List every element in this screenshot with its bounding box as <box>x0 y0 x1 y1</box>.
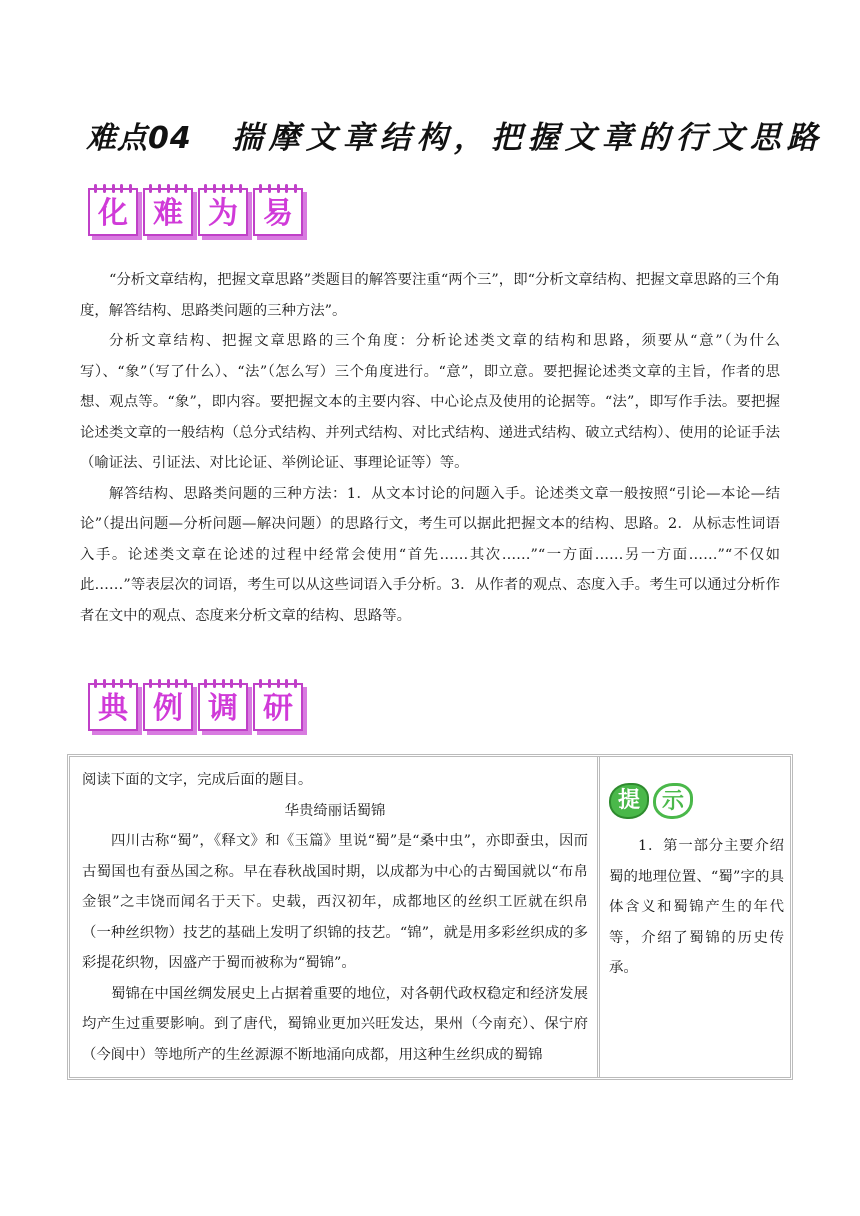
intro-paragraph: “分析文章结构，把握文章思路”类题目的解答要注重“两个三”，即“分析文章结构、把握文章思路的三个角度，解答结构、思路类问题的三种方法”。 <box>80 272 780 319</box>
tip-leaf-icon: 提 <box>609 783 649 819</box>
example-instruction: 阅读下面的文字，完成后面的题目。 <box>82 772 313 788</box>
badge-tile: 例 <box>143 683 193 731</box>
badge-tile: 研 <box>253 683 303 731</box>
tip-badge <box>609 771 784 831</box>
intro-body <box>80 265 780 631</box>
intro-paragraph: 解答结构、思路类问题的三种方法：1．从文本讨论的问题入手。论述类文章一般按照“引论—本论—结论”（提出问题—分析问题—解决问题）的思路行文，考生可以据此把握文本的结构、思路。2．从标志性词语入手。论述类文章在论述的过程中经常会使用“首先……其次……”“一方面……另一方面……”“不仅如此……”等表层次的词语，考生可以从这些词语入手分析。3．从作者的观点、态度入手。考生可以通过分析作者在文中的观点、态度来分析文章的结构、思路等。 <box>80 485 780 624</box>
page-title <box>86 112 824 160</box>
badge-tile: 调 <box>198 683 248 731</box>
article-title: 华贵绮丽话蜀锦 <box>284 802 386 819</box>
section-badge-huanan <box>88 188 303 236</box>
tip-text: 1．第一部分主要介绍蜀的地理位置、“蜀”字的具体含义和蜀锦产生的年代等，介绍了蜀锦的历史传承。 <box>609 838 784 976</box>
badge-tile: 化 <box>88 188 138 236</box>
badge-tile: 易 <box>253 188 303 236</box>
badge-tile: 为 <box>198 188 248 236</box>
article-paragraph: 蜀锦在中国丝绸发展史上占据着重要的地位，对各朝代政权稳定和经济发展均产生过重要影响。到了唐代，蜀锦业更加兴旺发达，果州（今南充）、保宁府（今阆中）等地所产的生丝源源不断地涌向成都，用这种生丝织成的蜀锦 <box>82 985 588 1063</box>
title-number: 难点04 <box>86 121 192 156</box>
intro-paragraph: 分析文章结构、把握文章思路的三个角度：分析论述类文章的结构和思路，须要从“意”（为什么写）、“象”（写了什么）、“法”（怎么写）三个角度进行。“意”，即立意。要把握论述类文章的主旨，作者的思想、观点等。“象”，即内容。要把握文本的主要内容、中心论点及使用的论据等。“法”，即写作手法。要把握论述类文章的一般结构（总分式结构、并列式结构、对比式结构、递进式结构、破立式结构）、使用的论证手法（喻证法、引证法、对比论证、举例论证、事理论证等）等。 <box>80 333 780 472</box>
title-text: 揣摩文章结构，把握文章的行文思路 <box>231 120 824 156</box>
badge-tile: 典 <box>88 683 138 731</box>
tip-leaf-icon: 示 <box>653 783 693 819</box>
example-box <box>67 754 793 1080</box>
badge-tile: 难 <box>143 188 193 236</box>
article-paragraph: 四川古称“蜀”，《释文》和《玉篇》里说“蜀”是“桑中虫”，亦即蚕虫，因而古蜀国也有蚕丛国之称。早在春秋战国时期，以成都为中心的古蜀国就以“布帛金银”之丰饶而闻名于天下。史载，西汉初年，成都地区的丝织工匠就在织帛（一种丝织物）技艺的基础上发明了织锦的技艺。“锦”，就是用多彩丝织成的多彩提花织物，因盛产于蜀而被称为“蜀锦”。 <box>82 833 588 971</box>
example-passage <box>70 757 600 1077</box>
tip-column <box>600 757 790 1077</box>
section-badge-dianli <box>88 683 303 731</box>
